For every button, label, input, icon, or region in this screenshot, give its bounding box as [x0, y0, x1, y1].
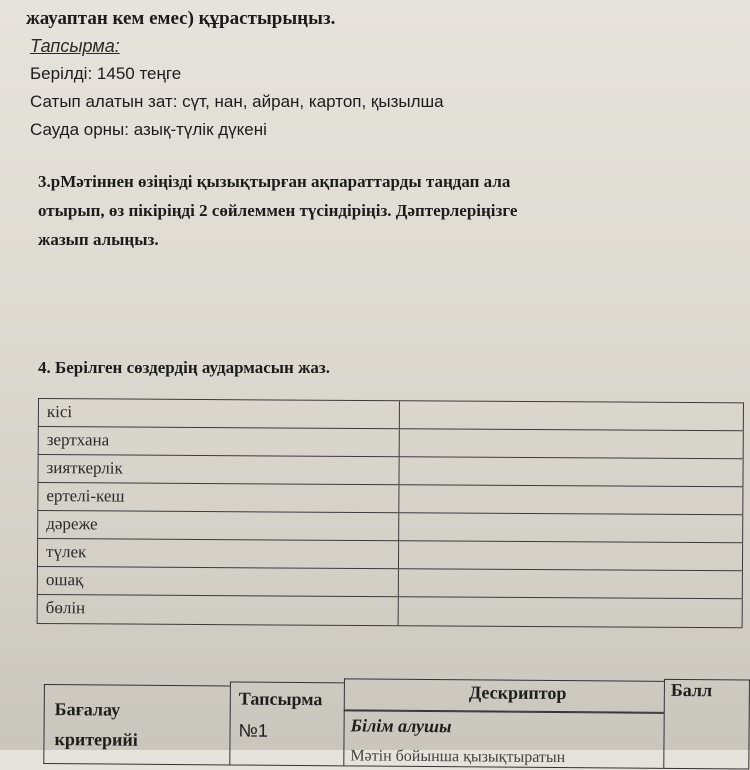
table-row — [37, 510, 743, 542]
descriptor-header-cell — [344, 678, 664, 713]
translation-cell[interactable] — [399, 597, 743, 627]
word-cell — [37, 483, 399, 512]
translation-cell[interactable] — [400, 401, 744, 430]
word-cell — [37, 567, 399, 596]
word-text: түлек — [46, 542, 87, 562]
question-4-title: 4. Берілген сөздердің аудармасын жаз. — [38, 358, 330, 377]
descriptor-header: Дескриптор — [468, 682, 567, 704]
items-line: Сатып алатын зат: сүт, нан, айран, картоп, қызылша — [30, 92, 444, 111]
word-cell — [37, 511, 399, 540]
table-row — [37, 594, 743, 628]
descriptor-cell — [343, 710, 663, 769]
translation-cell[interactable] — [400, 429, 744, 458]
criteria-label-2: критерийі — [54, 729, 138, 750]
translation-cell[interactable] — [399, 485, 743, 514]
task-label: Тапсырма: — [30, 36, 120, 56]
translation-cell[interactable] — [399, 541, 743, 570]
word-text: зияткерлік — [46, 458, 123, 478]
intro-text: жауаптан кем емес) құрастырыңыз. — [26, 8, 336, 29]
table-row — [37, 566, 743, 598]
question-3-line-1: 3.рМәтіннен өзіңізді қызықтырған ақпараттарды таңдап ала — [38, 172, 511, 191]
word-cell — [38, 427, 400, 456]
score-header: Балл — [670, 679, 713, 701]
task-header: Тапсырма — [238, 688, 323, 710]
task-number: №1 — [238, 720, 268, 741]
word-cell — [37, 595, 399, 625]
word-text: бөлін — [45, 598, 86, 618]
question-3-line-3: жазып алыңыз. — [38, 230, 159, 249]
translation-cell[interactable] — [399, 513, 743, 542]
table-row — [38, 398, 744, 430]
translation-cell[interactable] — [399, 569, 743, 598]
learner-label: Білім алушы — [350, 715, 452, 737]
score-cell — [663, 679, 750, 770]
given-line: Берілді: 1450 теңге — [30, 64, 182, 83]
criteria-cell — [43, 684, 230, 765]
word-cell — [37, 539, 399, 568]
criteria-label-1: Бағалау — [54, 699, 121, 720]
word-cell — [37, 455, 399, 484]
criteria-table — [43, 674, 750, 770]
place-line: Сауда орны: азық-түлік дүкені — [30, 120, 267, 139]
table-row — [37, 538, 743, 570]
descriptor-text: Мәтін бойынша қызықтыратын — [350, 747, 566, 767]
question-3-line-2: отырып, өз пікіріңді 2 сөйлеммен түсіндіріңіз. Дәптерлеріңізге — [38, 201, 518, 220]
table-row — [37, 454, 743, 486]
table-row — [37, 482, 743, 514]
word-text: зертхана — [46, 430, 110, 450]
word-text: ошақ — [45, 570, 84, 590]
vocabulary-table — [37, 398, 744, 638]
word-cell — [38, 399, 400, 428]
task-cell — [229, 681, 344, 766]
word-text: дәреже — [46, 514, 98, 534]
translation-cell[interactable] — [399, 457, 743, 486]
word-text: ертелі-кеш — [46, 486, 125, 506]
table-row — [38, 426, 744, 458]
word-text: кісі — [46, 402, 73, 422]
